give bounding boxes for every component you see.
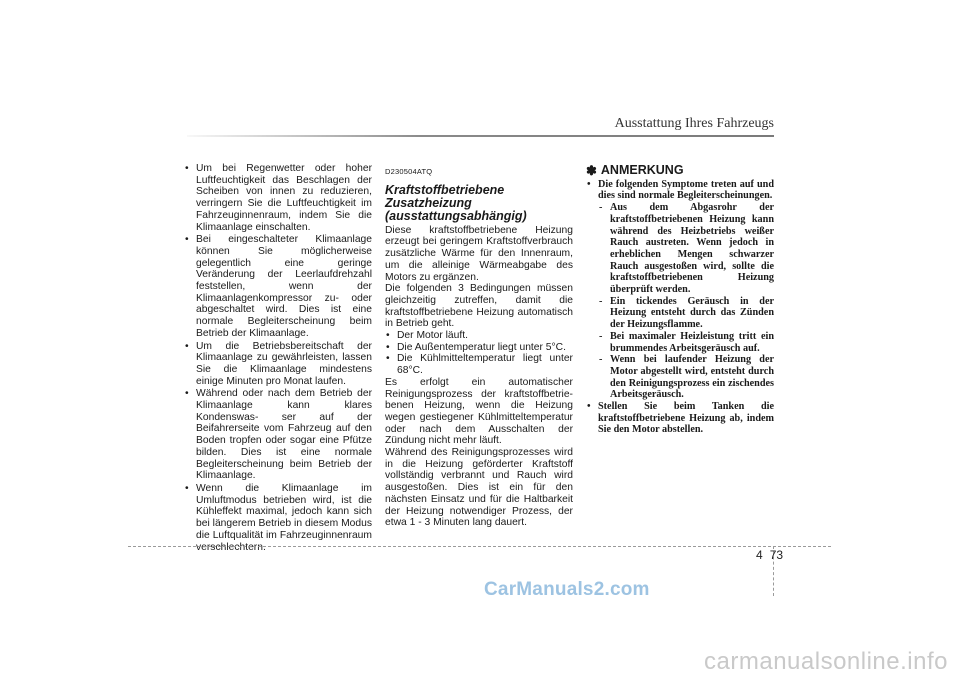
asterisk-icon: ✽ bbox=[586, 163, 597, 178]
section-code: D230504ATQ bbox=[385, 167, 433, 176]
cleaning-paragraph: Es erfolgt ein automatischer Reinigungsprozess der kraftstoffbetrie- benen Heizung, wenn die Heizung wegen gestiegener Kühlmitteltemperatur oder nach dem Ausschalten der Zündung nicht mehr läuft. bbox=[385, 376, 573, 447]
site-watermark: carmanualsonline.info bbox=[704, 648, 948, 675]
list-item: • Die Kühlmitteltemperatur liegt unter 68°C. bbox=[385, 353, 573, 376]
list-item: • Wenn die Klimaanlage im Umluftmodus betrieben wird, ist die Kühleffekt maximal, jedoch kann sich bei längerem Betrieb in diesem Modus die Luftqualität im Fahrzeuginnenraum verschlechtern. bbox=[184, 483, 372, 553]
column-air-conditioning-tips bbox=[184, 163, 372, 554]
note-title bbox=[586, 165, 774, 177]
page-number bbox=[756, 548, 783, 562]
intro-paragraph: Diese kraftstoffbetriebene Heizung erzeugt bei geringem Kraftstoffverbrauch zusätzliche Wärme für den Innenraum, um die alleinige Wärmeabgabe des Motors zu ergänzen. bbox=[385, 224, 573, 283]
footer-divider bbox=[128, 546, 831, 547]
conditions-list bbox=[385, 330, 573, 377]
title-rule bbox=[187, 135, 774, 137]
list-item bbox=[586, 179, 774, 401]
page-number-value: 73 bbox=[769, 548, 784, 562]
section-title: Ausstattung Ihres Fahrzeugs bbox=[614, 116, 774, 131]
list-item: • Um die Betriebsbereitschaft der Klimaanlage zu gewährleisten, lassen Sie die Klimaanlage mindestens einige Minuten pro Monat laufen. bbox=[184, 341, 372, 388]
list-item: - Ein tickendes Geräusch in der Heizung entsteht durch das Zünden der Heizungsflamme. bbox=[598, 296, 774, 331]
conditions-intro: Die folgenden 3 Bedingungen müssen gleichzeitig zutreffen, damit die kraftstoffbetriebene Heizung automatisch in Betrieb geht. bbox=[385, 283, 573, 330]
section-heading: Kraftstoffbetriebene Zusatzheizung (ausstattungsabhängig) bbox=[385, 182, 527, 223]
list-item: • Bei eingeschalteter Klimaanlage können Sie möglicherweise gelegentlich eine geringe Veränderung der Leerlaufdrehzahl feststellen, wenn der Klimaanlagenkompressor zu- oder abgeschaltet wird. Dies ist eine normale Begleiterscheinung beim Betrieb der Klimaanlage. bbox=[184, 234, 372, 339]
ac-tips-list bbox=[184, 163, 372, 553]
list-item: • Der Motor läuft. bbox=[385, 330, 573, 342]
list-item: • Um bei Regenwetter oder hoher Luftfeuchtigkeit das Beschlagen der Scheiben von innen zu reduzieren, verringern Sie die Luftfeuchtigkeit im Fahrzeuginnenraum, indem Sie die Klimaanlage einschalten. bbox=[184, 163, 372, 233]
list-item: - Wenn bei laufender Heizung der Motor abgestellt wird, entsteht durch den Reinigungsprozess ein zischendes Arbeitsgeräusch. bbox=[598, 354, 774, 401]
list-item: • Stellen Sie beim Tanken die kraftstoffbetriebene Heizung ab, indem Sie den Motor abstellen. bbox=[586, 401, 774, 436]
symptom-list bbox=[598, 202, 774, 401]
note-title-text: ANMERKUNG bbox=[600, 163, 684, 177]
cleaning-duration-paragraph: Während des Reinigungsprozesses wird in die Heizung geförderter Kraftstoff vollständig verbrannt und Rauch wird ausgestoßen. Dies ist ein für den nächsten Einsatz und für die Haltbarkeit der Heizung notwendiger Prozess, der etwa 1 - 3 Minuten lang dauert. bbox=[385, 447, 573, 529]
note-item-intro: Die folgenden Symptome treten auf und dies sind normale Begleiterscheinungen. bbox=[598, 178, 774, 202]
column-note bbox=[586, 163, 774, 436]
column-fuel-heater bbox=[385, 163, 573, 529]
list-item: • Die Außentemperatur liegt unter 5°C. bbox=[385, 342, 573, 354]
list-item: - Aus dem Abgasrohr der kraftstoffbetriebenen Heizung kann während des Heizbetriebs weißer Rauch austreten. Wenn jedoch in erheblichen Mengen schwarzer Rauch ausgestoßen wird, sollte die kraftstoffbetriebenen Heizung überprüft werden. bbox=[598, 202, 774, 296]
list-item: • Während oder nach dem Betrieb der Klimaanlage kann klares Kondenswas- ser auf der Beifahrerseite vom Fahrzeug auf den Boden tropfen oder sogar eine Pfütze bilden. Dies ist eine normale Begleiterscheinung beim Betrieb der Klimaanlage. bbox=[184, 388, 372, 482]
watermark-logo: CarManuals2.com bbox=[484, 579, 650, 600]
note-body bbox=[586, 179, 774, 436]
chapter-number: 4 bbox=[756, 548, 763, 562]
list-item: - Bei maximaler Heizleistung tritt ein brummendes Arbeitsgeräusch auf. bbox=[598, 331, 774, 354]
note-list bbox=[586, 179, 774, 436]
